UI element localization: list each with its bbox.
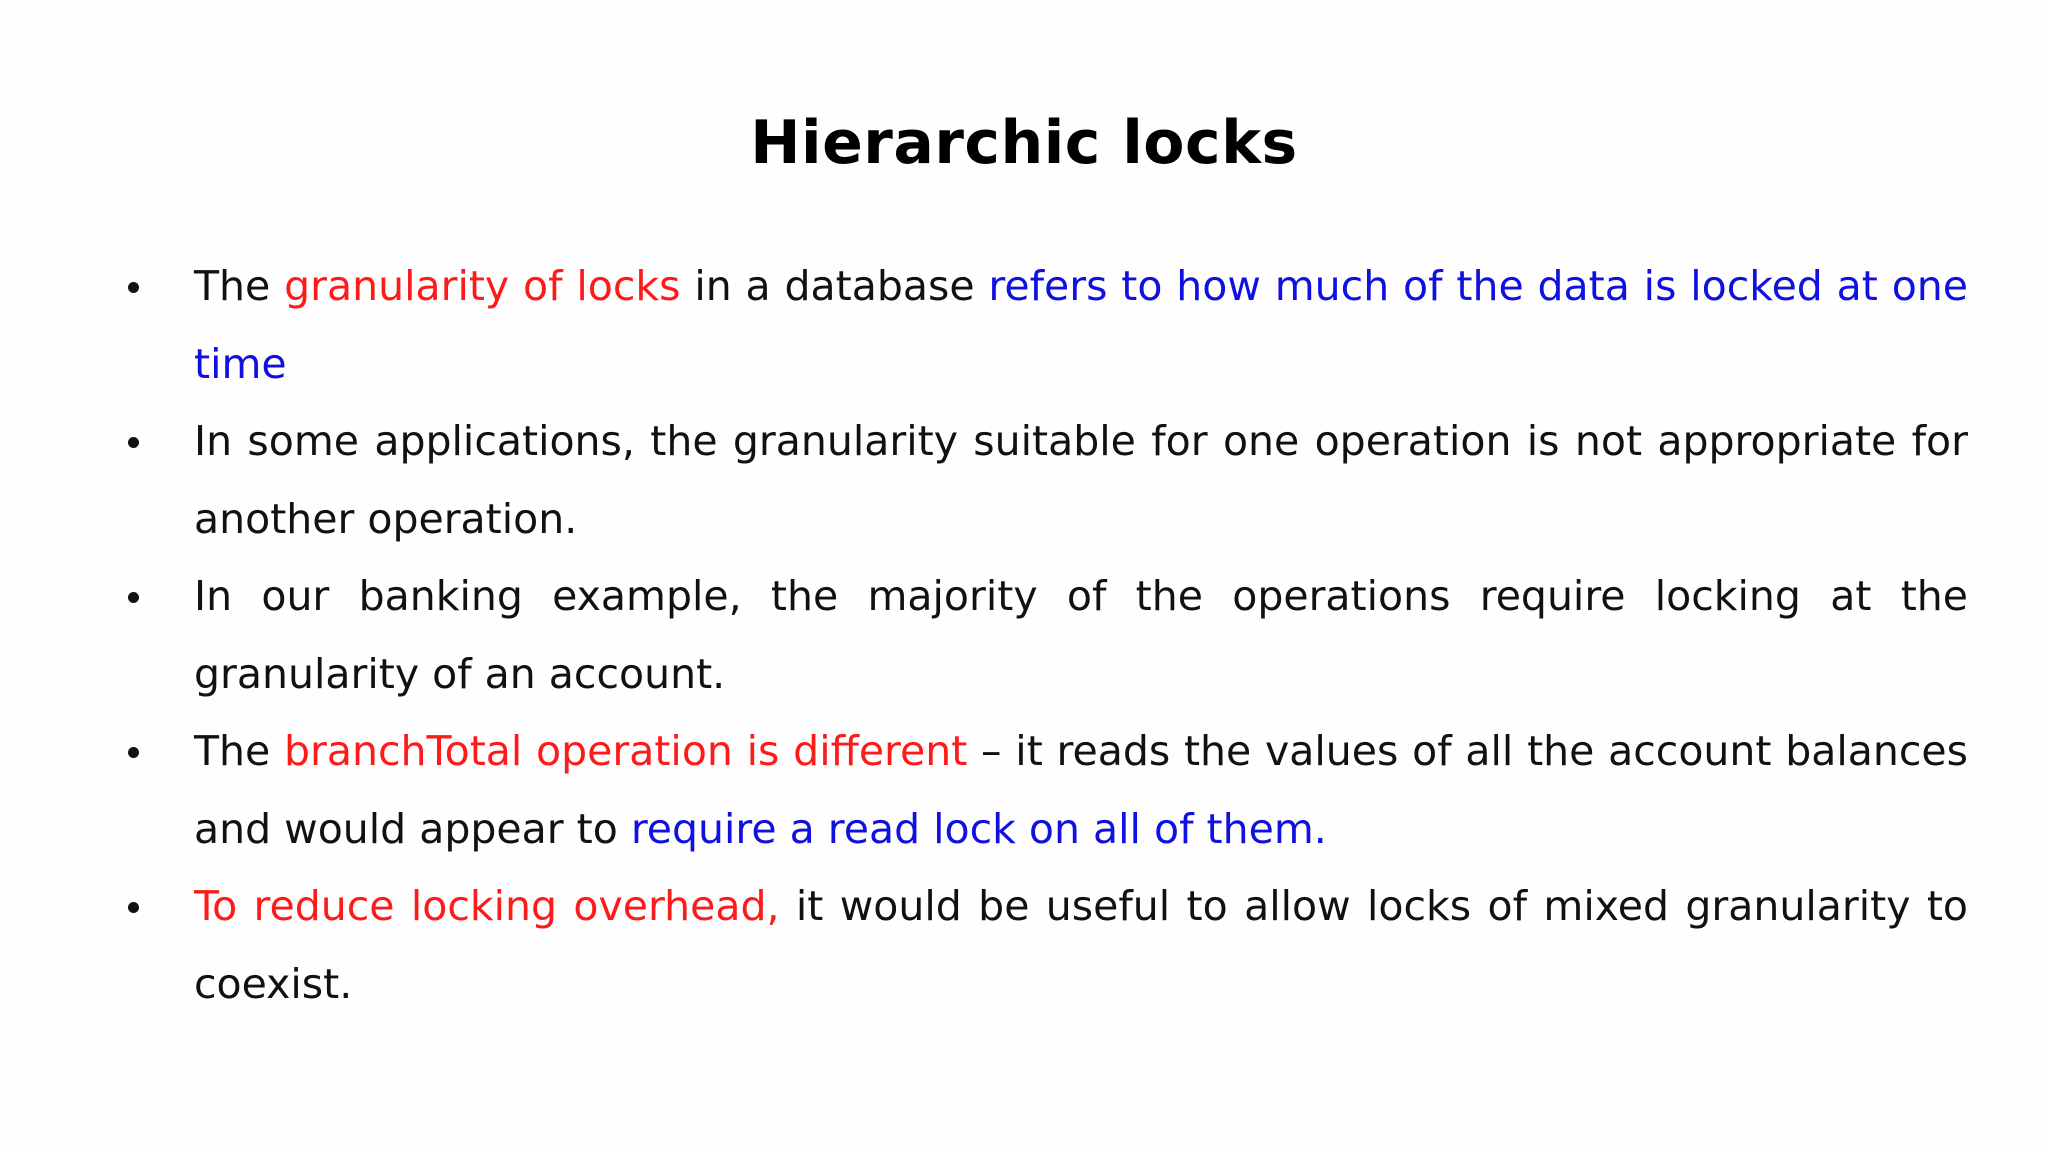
bullet-item [118, 403, 1968, 558]
bullet-dot-icon [128, 282, 139, 293]
bullet-text-highlight-red: branchTotal operation is different [284, 727, 968, 775]
bullet-text: it would be useful to allow locks of mixed granularity to coexist. [194, 882, 1968, 1008]
bullet-item [118, 248, 1968, 403]
bullet-dot-icon [128, 592, 139, 603]
bullet-text: The [194, 727, 285, 775]
bullet-text: – it reads the values of all the account balances and would appear to [194, 727, 1968, 853]
bullet-text: in a database [680, 262, 989, 310]
bullet-list [118, 248, 1968, 1023]
bullet-text-highlight-blue: refers to how much of the data is locked at one time [194, 262, 1968, 388]
bullet-item [118, 558, 1968, 713]
bullet-text-highlight-blue: require a read lock on all of them. [630, 804, 1327, 853]
bullet-item [118, 713, 1968, 868]
bullet-dot-icon [128, 747, 139, 758]
bullet-dot-icon [128, 902, 139, 913]
bullet-text: In some applications, the granularity suitable for one operation is not appropriate for another operation. [194, 417, 1968, 543]
bullet-text: The [194, 262, 285, 310]
slide-title: Hierarchic locks [750, 108, 1298, 178]
bullet-text-highlight-red: To reduce locking overhead, [194, 882, 780, 930]
bullet-text-highlight-red: granularity of locks [284, 262, 681, 310]
bullet-item [118, 868, 1968, 1023]
bullet-dot-icon [128, 437, 139, 448]
bullet-text: In our banking example, the majority of the operations require locking at the granularity of an account. [194, 572, 1968, 698]
